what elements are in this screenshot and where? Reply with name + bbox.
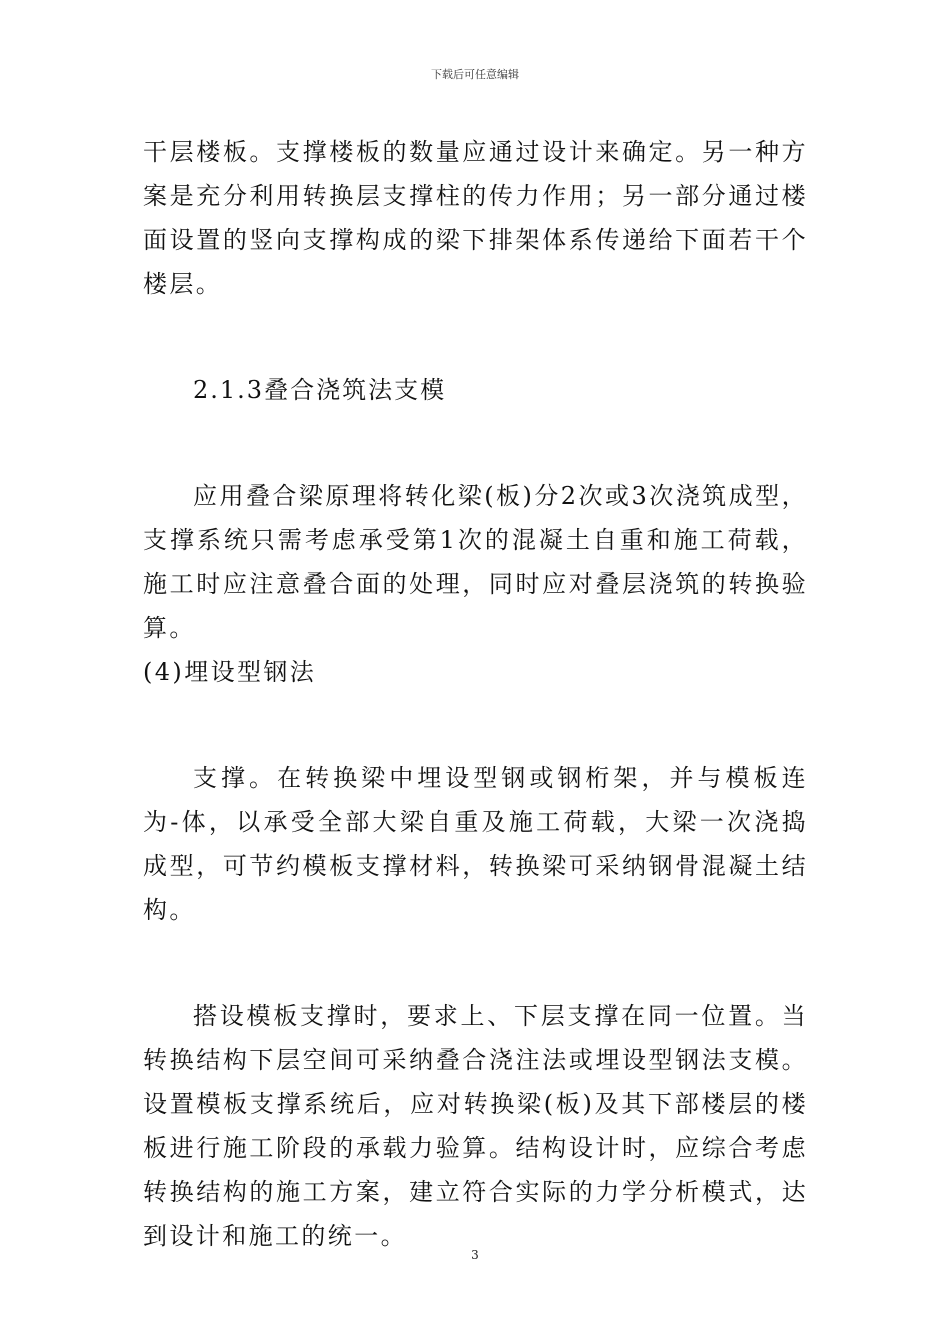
page-header: 下载后可任意编辑 — [431, 68, 519, 81]
spacer — [143, 932, 808, 994]
section-heading: 2.1.3叠合浇筑法支模 — [193, 376, 447, 404]
paragraph-continuation: 干层楼板。支撑楼板的数量应通过设计来确定。另一种方案是充分利用转换层支撑柱的传力作用；另一部分通过楼面设置的竖向支撑构成的梁下排架体系传递给下面若干个楼层。 — [143, 138, 808, 298]
spacer — [143, 412, 808, 474]
spacer — [143, 306, 808, 368]
spacer — [143, 694, 808, 756]
paragraph-formwork-support: 搭设模板支撑时，要求上、下层支撑在同一位置。当转换结构下层空间可采纳叠合浇注法或埋设型钢法支模。设置模板支撑系统后，应对转换梁(板)及其下部楼层的楼板进行施工阶段的承载力验算。结构设计时，应综合考虑转换结构的施工方案，建立符合实际的力学分析模式，达到设计和施工的统一。 — [143, 1002, 808, 1250]
paragraph-embedded-steel: 支撑。在转换梁中埋设型钢或钢桁架，并与模板连为-体，以承受全部大梁自重及施工荷载，大梁一次浇捣成型，可节约模板支撑材料，转换梁可采纳钢骨混凝土结构。 — [143, 764, 808, 924]
document-body — [143, 130, 808, 1258]
list-item-heading: (4)埋设型钢法 — [143, 658, 317, 686]
page-number: 3 — [471, 1248, 479, 1262]
paragraph-composite-pouring: 应用叠合梁原理将转化梁(板)分2次或3次浇筑成型，支撑系统只需考虑承受第1次的混凝土自重和施工荷载，施工时应注意叠合面的处理，同时应对叠层浇筑的转换验算。 — [143, 482, 808, 642]
